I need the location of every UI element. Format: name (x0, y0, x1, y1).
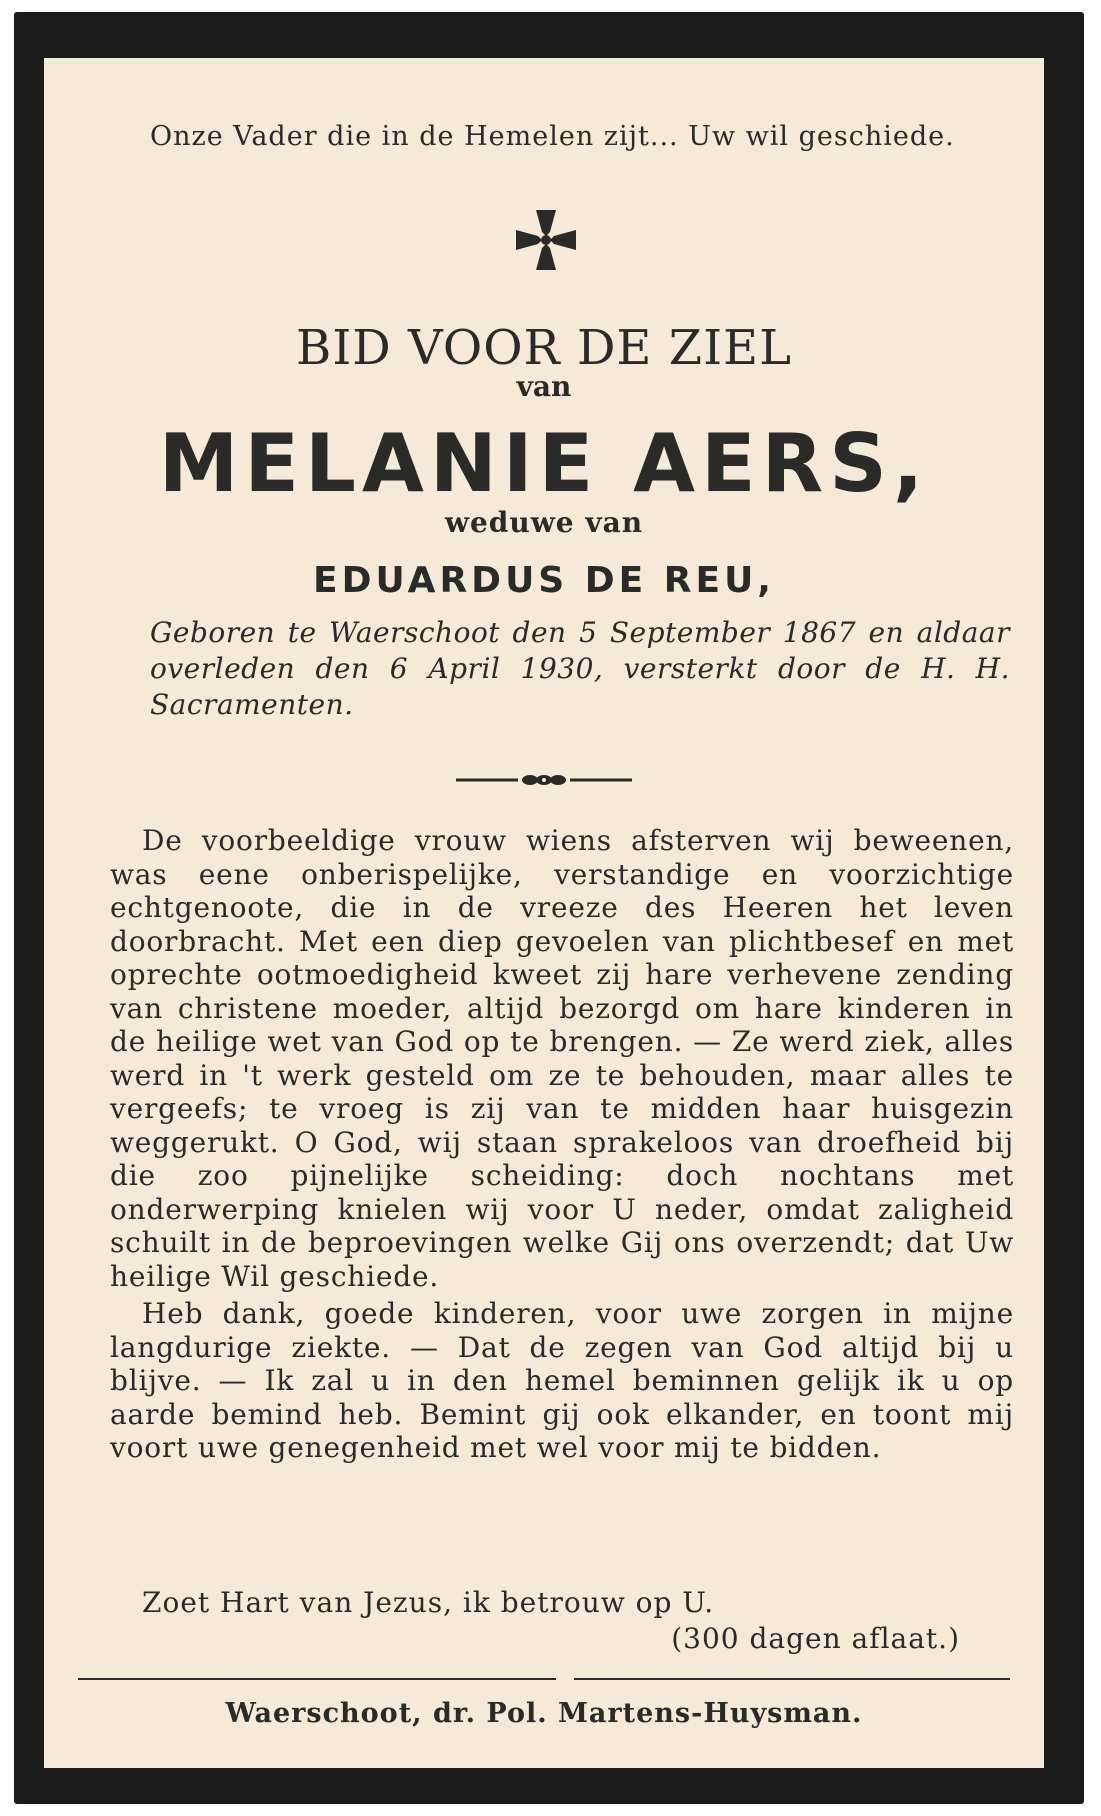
eulogy-paragraph: De voorbeeldige vrouw wiens afsterven wij beweenen, was eene onberispelijke, verstandige en voorzichtige echtgenoote, die in de vreeze des Heeren het leven doorbracht. Met een diep gevoelen van plichtbesef en met oprechte ootmoedigheid kweet zij hare verhevene zending van christene moeder, altijd bezorgd om hare kinderen in de heilige wet van God op te brengen. — Ze werd ziek, alles werd in 't werk gesteld om ze te behouden, maar alles te vergeefs; te vroeg is zij van te midden haar huisgezin weggerukt. O God, wij staan sprakeloos van droefheid bij die zoo pijnelijke scheiding: doch nochtans met onderwerping knielen wij voor U neder, omdat zaligheid schuilt in de beproevingen welke Gij ons overzendt; dat Uw heilige Wil geschiede. (110, 824, 1014, 1293)
farewell-paragraph: Heb dank, goede kinderen, voor uwe zorgen in mijne langdurige ziekte. — Dat de zegen van God altijd bij u blijve. — Ik zal u in den hemel beminnen gelijk ik u op aarde bemind heb. Bemint gij ook elkander, en toont mij voort uwe genegenheid met wel voor mij te bidden. (110, 1297, 1014, 1464)
divider-rule-right (574, 1678, 1010, 1680)
birth-death-details: Geboren te Waerschoot den 5 September 1867 en aldaar overleden den 6 April 1930, versterkt door de H. H. Sacramenten. (150, 616, 1010, 721)
closing-prayer: Zoet Hart van Jezus, ik betrouw op U. (142, 1586, 715, 1619)
divider-rule-left (78, 1678, 556, 1680)
widow-of-label: weduwe van (444, 506, 644, 539)
cross-pattee-icon (514, 208, 578, 277)
van-label: van (516, 370, 572, 403)
memorial-card (44, 58, 1044, 1768)
deceased-name: MELANIE AERS, (158, 417, 930, 510)
printer-imprint: Waerschoot, dr. Pol. Martens-Huysman. (225, 1698, 863, 1729)
prayer-heading: BID VOOR DE ZIEL (296, 320, 792, 376)
indulgence-note: (300 dagen aflaat.) (671, 1622, 960, 1655)
husband-name: EDUARDUS DE REU, (313, 560, 775, 601)
eulogy-text (110, 824, 1014, 1465)
ornamental-divider-icon (456, 772, 632, 793)
opening-prayer: Onze Vader die in de Hemelen zijt... Uw wil geschiede. (150, 121, 955, 152)
